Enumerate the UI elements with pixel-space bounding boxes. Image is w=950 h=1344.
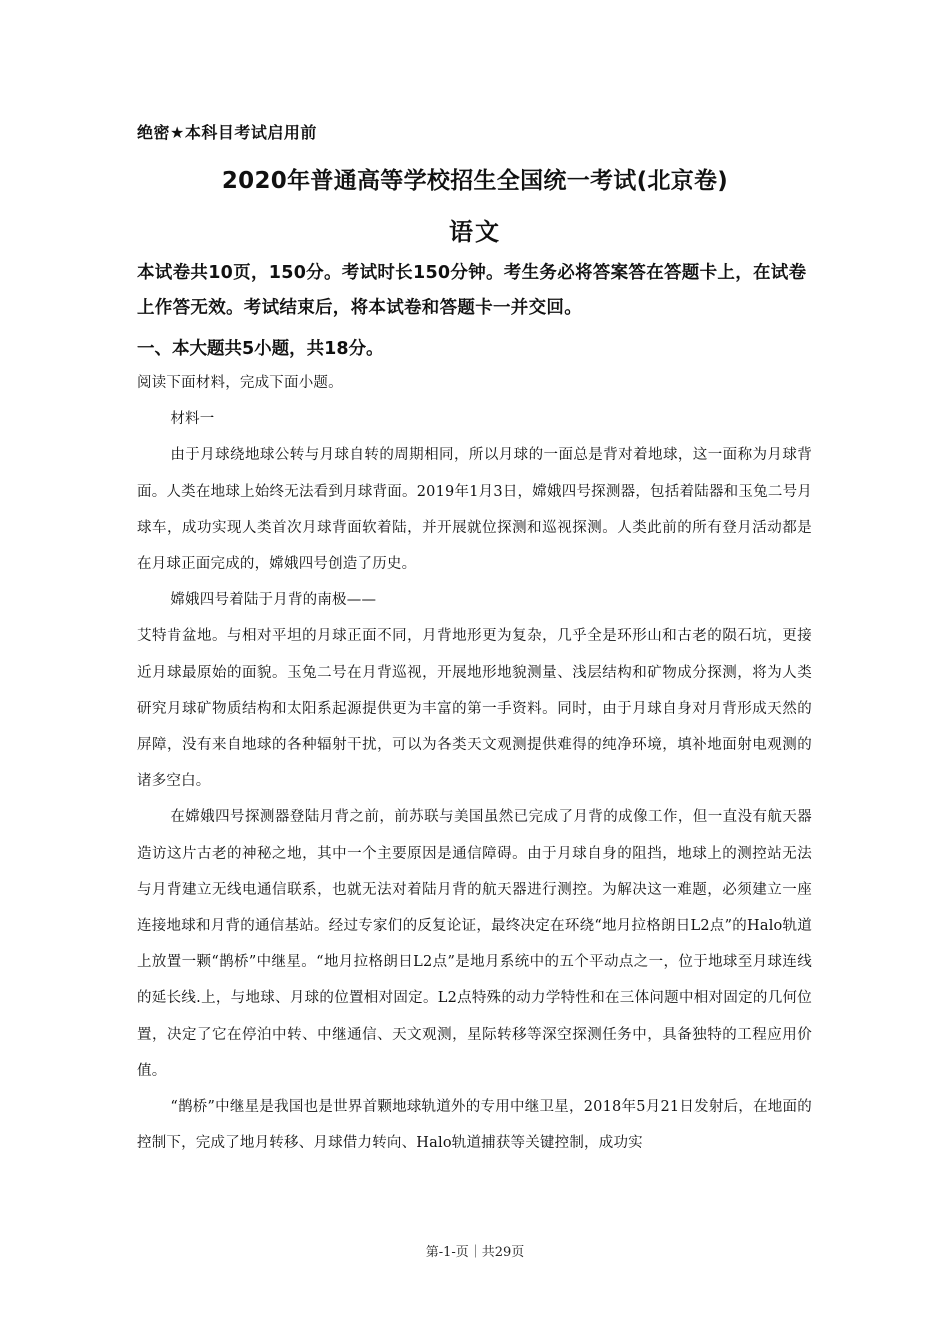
page-footer: 第-1-页｜共29页	[425, 1245, 525, 1260]
exam-instructions: 本试卷共10页，150分。考试时长150分钟。考生务必将答案答在答题卡上，在试卷上作答无效。考试结束后，将本试卷和答题卡一并交回。	[137, 263, 807, 318]
reading-prompt: 阅读下面材料，完成下面小题。	[137, 375, 343, 391]
secret-label: 绝密★本科目考试启用前	[137, 123, 317, 142]
paragraph: 由于月球绕地球公转与月球自转的周期相同，所以月球的一面总是背对着地球，这一面称为月球背面。人类在地球上始终无法看到月球背面。2019年1月3日，嫦娥四号探测器，包括着陆器和玉兔二号月球车，成功实现人类首次月球背面软着陆，并开展就位探测和巡视探测。人类此前的所有登月活动都是在月球正面完成的，嫦娥四号创造了历史。	[137, 447, 812, 573]
paragraph: 艾特肯盆地。与相对平坦的月球正面不同，月背地形更为复杂，几乎全是环形山和古老的陨石坑，更接近月球最原始的面貌。玉兔二号在月背巡视，开展地形地貌测量、浅层结构和矿物成分探测，将为人类研究月球矿物质结构和太阳系起源提供更为丰富的第一手资料。同时，由于月球自身对月背形成天然的屏障，没有来自地球的各种辐射干扰，可以为各类天文观测提供难得的纯净环境，填补地面射电观测的诸多空白。	[137, 628, 812, 790]
paragraph: 嫦娥四号着陆于月背的南极——	[170, 592, 377, 609]
reading-material	[137, 365, 812, 1161]
material-label: 材料一	[170, 411, 215, 428]
exam-title: 2020年普通高等学校招生全国统一考试(北京卷)	[221, 168, 729, 194]
subject-title: 语文	[449, 218, 501, 246]
paragraph: 在嫦娥四号探测器登陆月背之前，前苏联与美国虽然已完成了月背的成像工作，但一直没有航天器造访这片古老的神秘之地，其中一个主要原因是通信障碍。由于月球自身的阻挡，地球上的测控站无法与月背建立无线电通信联系，也就无法对着陆月背的航天器进行测控。为解决这一难题，必须建立一座连接地球和月背的通信基站。经过专家们的反复论证，最终决定在环绕“地月拉格朗日L2点”的Halo轨道上放置一颗“鹊桥”中继星。“地月拉格朗日L2点”是地月系统中的五个平动点之一，位于地球至月球连线的延长线.上，与地球、月球的位置相对固定。L2点特殊的动力学特性和在三体问题中相对固定的几何位置，决定了它在停泊中转、中继通信、天文观测，星际转移等深空探测任务中，具备独特的工程应用价值。	[137, 809, 812, 1079]
paragraph: “鹊桥”中继星是我国也是世界首颗地球轨道外的专用中继卫星，2018年5月21日发射后，在地面的控制下，完成了地月转移、月球借力转向、Halo轨道捕获等关键控制，成功实	[137, 1099, 812, 1152]
section-title: 一、本大题共5小题，共18分。	[137, 339, 384, 359]
